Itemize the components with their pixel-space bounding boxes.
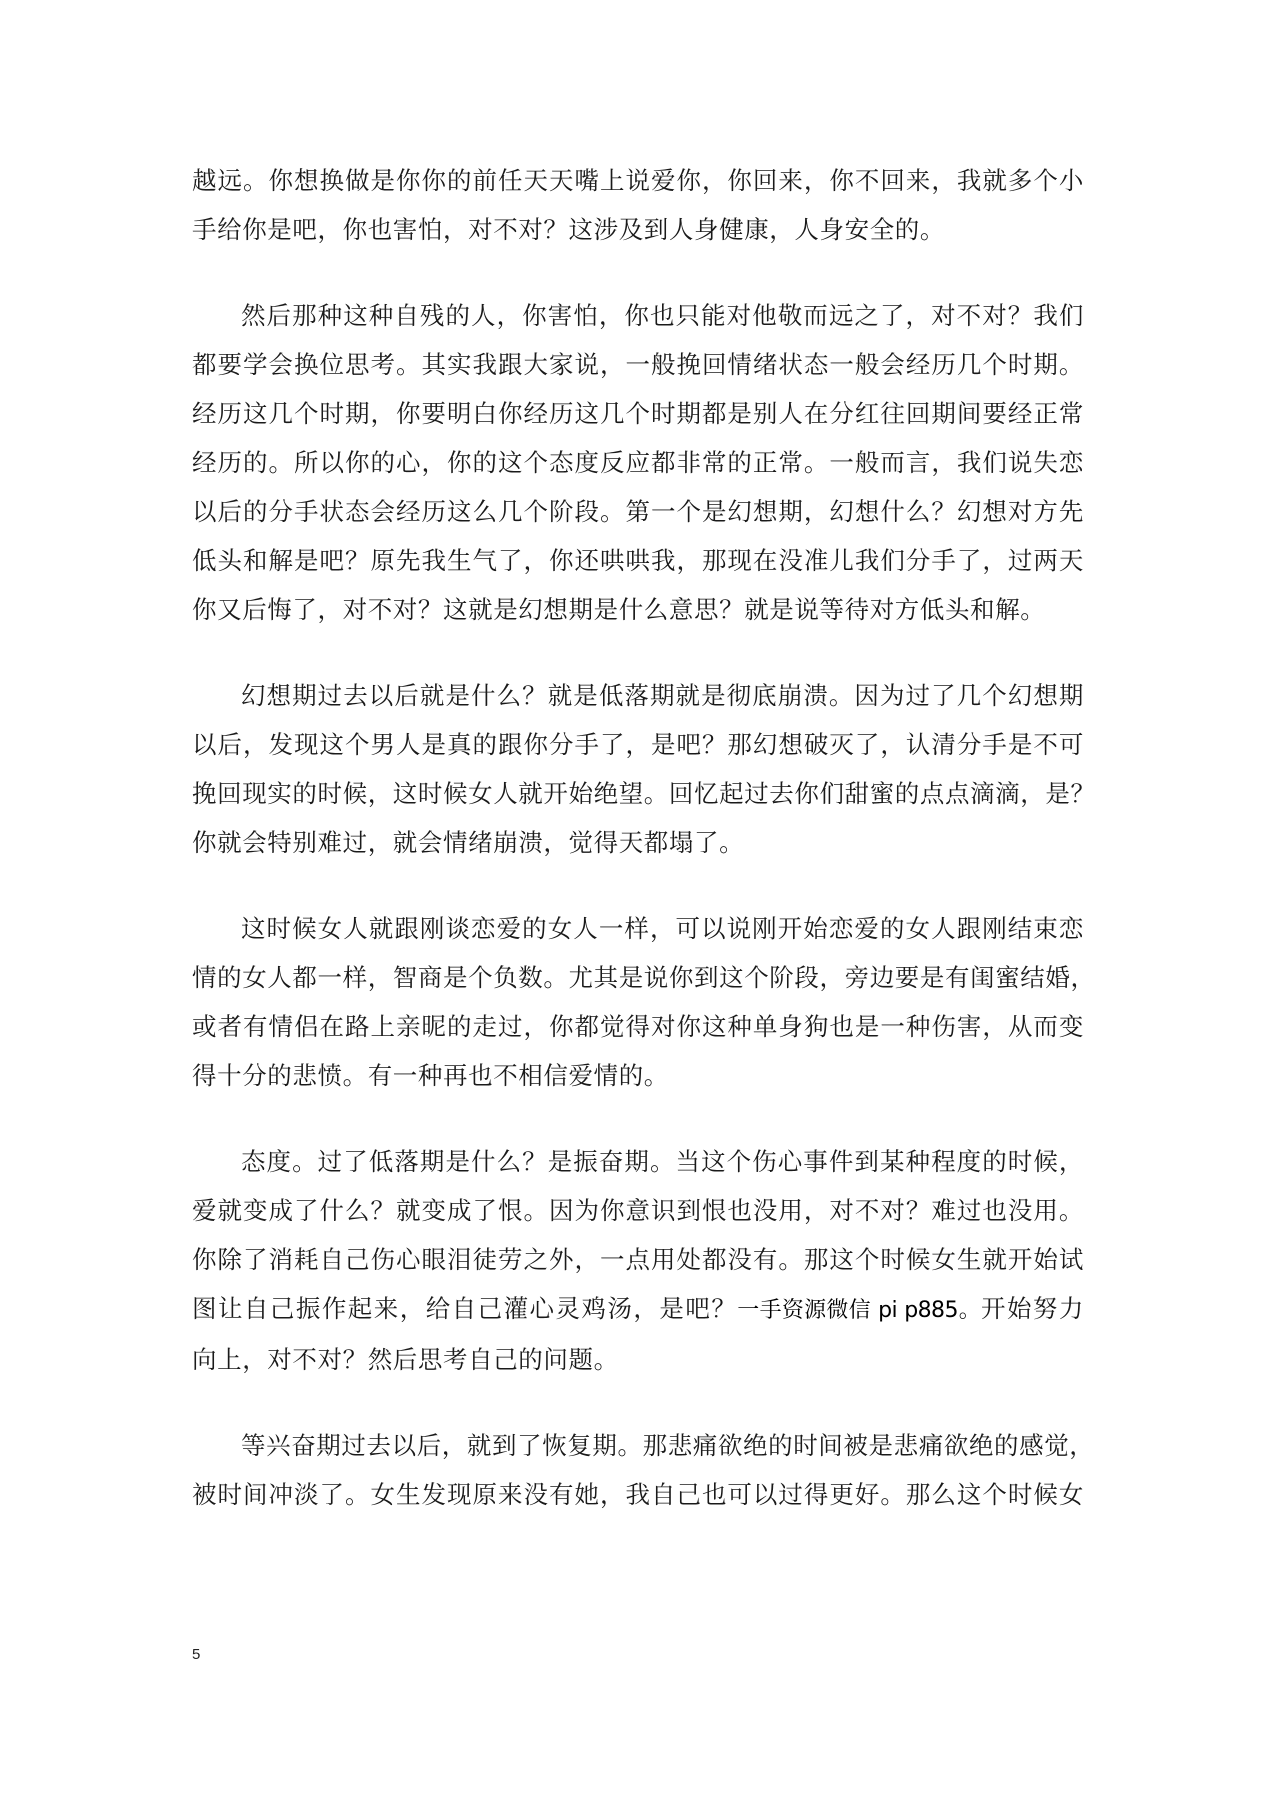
text-line: 你除了消耗自己伤心眼泪徒劳之外，一点用处都没有。那这个时候女生就开始试 [192, 1245, 1084, 1274]
paragraph-1 [192, 156, 1084, 254]
text-segment: 开始努力 [980, 1294, 1084, 1323]
text-line: 情的女人都一样，智商是个负数。尤其是说你到这个阶段，旁边要是有闺蜜结婚， [192, 963, 1096, 992]
text-line [192, 1284, 1084, 1335]
page-number: 5 [192, 1646, 201, 1663]
text-line: 得十分的悲愤。有一种再也不相信爱情的。 [192, 1061, 669, 1090]
document-body [192, 156, 1096, 1556]
text-line: 经历这几个时期，你要明白你经历这几个时期都是别人在分红往回期间要经正常 [192, 399, 1084, 428]
text-line: 幻想期过去以后就是什么？就是低落期就是彻底崩溃。因为过了几个幻想期 [241, 681, 1084, 710]
wechat-note: 一手资源微信 pi p885。 [737, 1298, 981, 1323]
paragraph-5 [192, 1137, 1084, 1384]
text-line: 或者有情侣在路上亲昵的走过，你都觉得对你这种单身狗也是一种伤害，从而变 [192, 1012, 1084, 1041]
text-segment: 图让自己振作起来，给自己灌心灵鸡汤，是吧？ [192, 1294, 738, 1323]
paragraph-6 [192, 1421, 1095, 1519]
text-line: 这时候女人就跟刚谈恋爱的女人一样，可以说刚开始恋爱的女人跟刚结束恋 [241, 914, 1084, 943]
text-line: 爱就变成了什么？就变成了恨。因为你意识到恨也没用，对不对？难过也没用。 [192, 1196, 1084, 1225]
paragraph-2 [192, 291, 1084, 634]
text-line: 低头和解是吧？原先我生气了，你还哄哄我，那现在没准儿我们分手了，过两天 [192, 546, 1084, 575]
text-line: 经历的。所以你的心，你的这个态度反应都非常的正常。一般而言，我们说失恋 [192, 448, 1084, 477]
text-line: 以后的分手状态会经历这么几个阶段。第一个是幻想期，幻想什么？幻想对方先 [192, 497, 1084, 526]
text-line: 态度。过了低落期是什么？是振奋期。当这个伤心事件到某种程度的时候， [241, 1147, 1084, 1176]
paragraph-3 [192, 671, 1096, 867]
paragraph-4 [192, 904, 1096, 1100]
text-line: 被时间冲淡了。女生发现原来没有她，我自己也可以过得更好。那么这个时候女 [192, 1480, 1084, 1509]
text-line: 向上，对不对？然后思考自己的问题。 [192, 1345, 619, 1374]
text-line: 你就会特别难过，就会情绪崩溃，觉得天都塌了。 [192, 828, 745, 857]
text-line: 越远。你想换做是你你的前任天天嘴上说爱你，你回来，你不回来，我就多个小 [192, 166, 1084, 195]
text-line: 等兴奋期过去以后，就到了恢复期。那悲痛欲绝的时间被是悲痛欲绝的感觉， [241, 1431, 1095, 1460]
text-line: 挽回现实的时候，这时候女人就开始绝望。回忆起过去你们甜蜜的点点滴滴，是？ [192, 779, 1096, 808]
text-line: 都要学会换位思考。其实我跟大家说，一般挽回情绪状态一般会经历几个时期。 [192, 350, 1084, 379]
text-line: 然后那种这种自残的人，你害怕，你也只能对他敬而远之了，对不对？我们 [241, 301, 1084, 330]
text-line: 你又后悔了，对不对？这就是幻想期是什么意思？就是说等待对方低头和解。 [192, 595, 1046, 624]
text-line: 以后，发现这个男人是真的跟你分手了，是吧？那幻想破灭了，认清分手是不可 [192, 730, 1084, 759]
text-line: 手给你是吧，你也害怕，对不对？这涉及到人身健康，人身安全的。 [192, 215, 945, 244]
